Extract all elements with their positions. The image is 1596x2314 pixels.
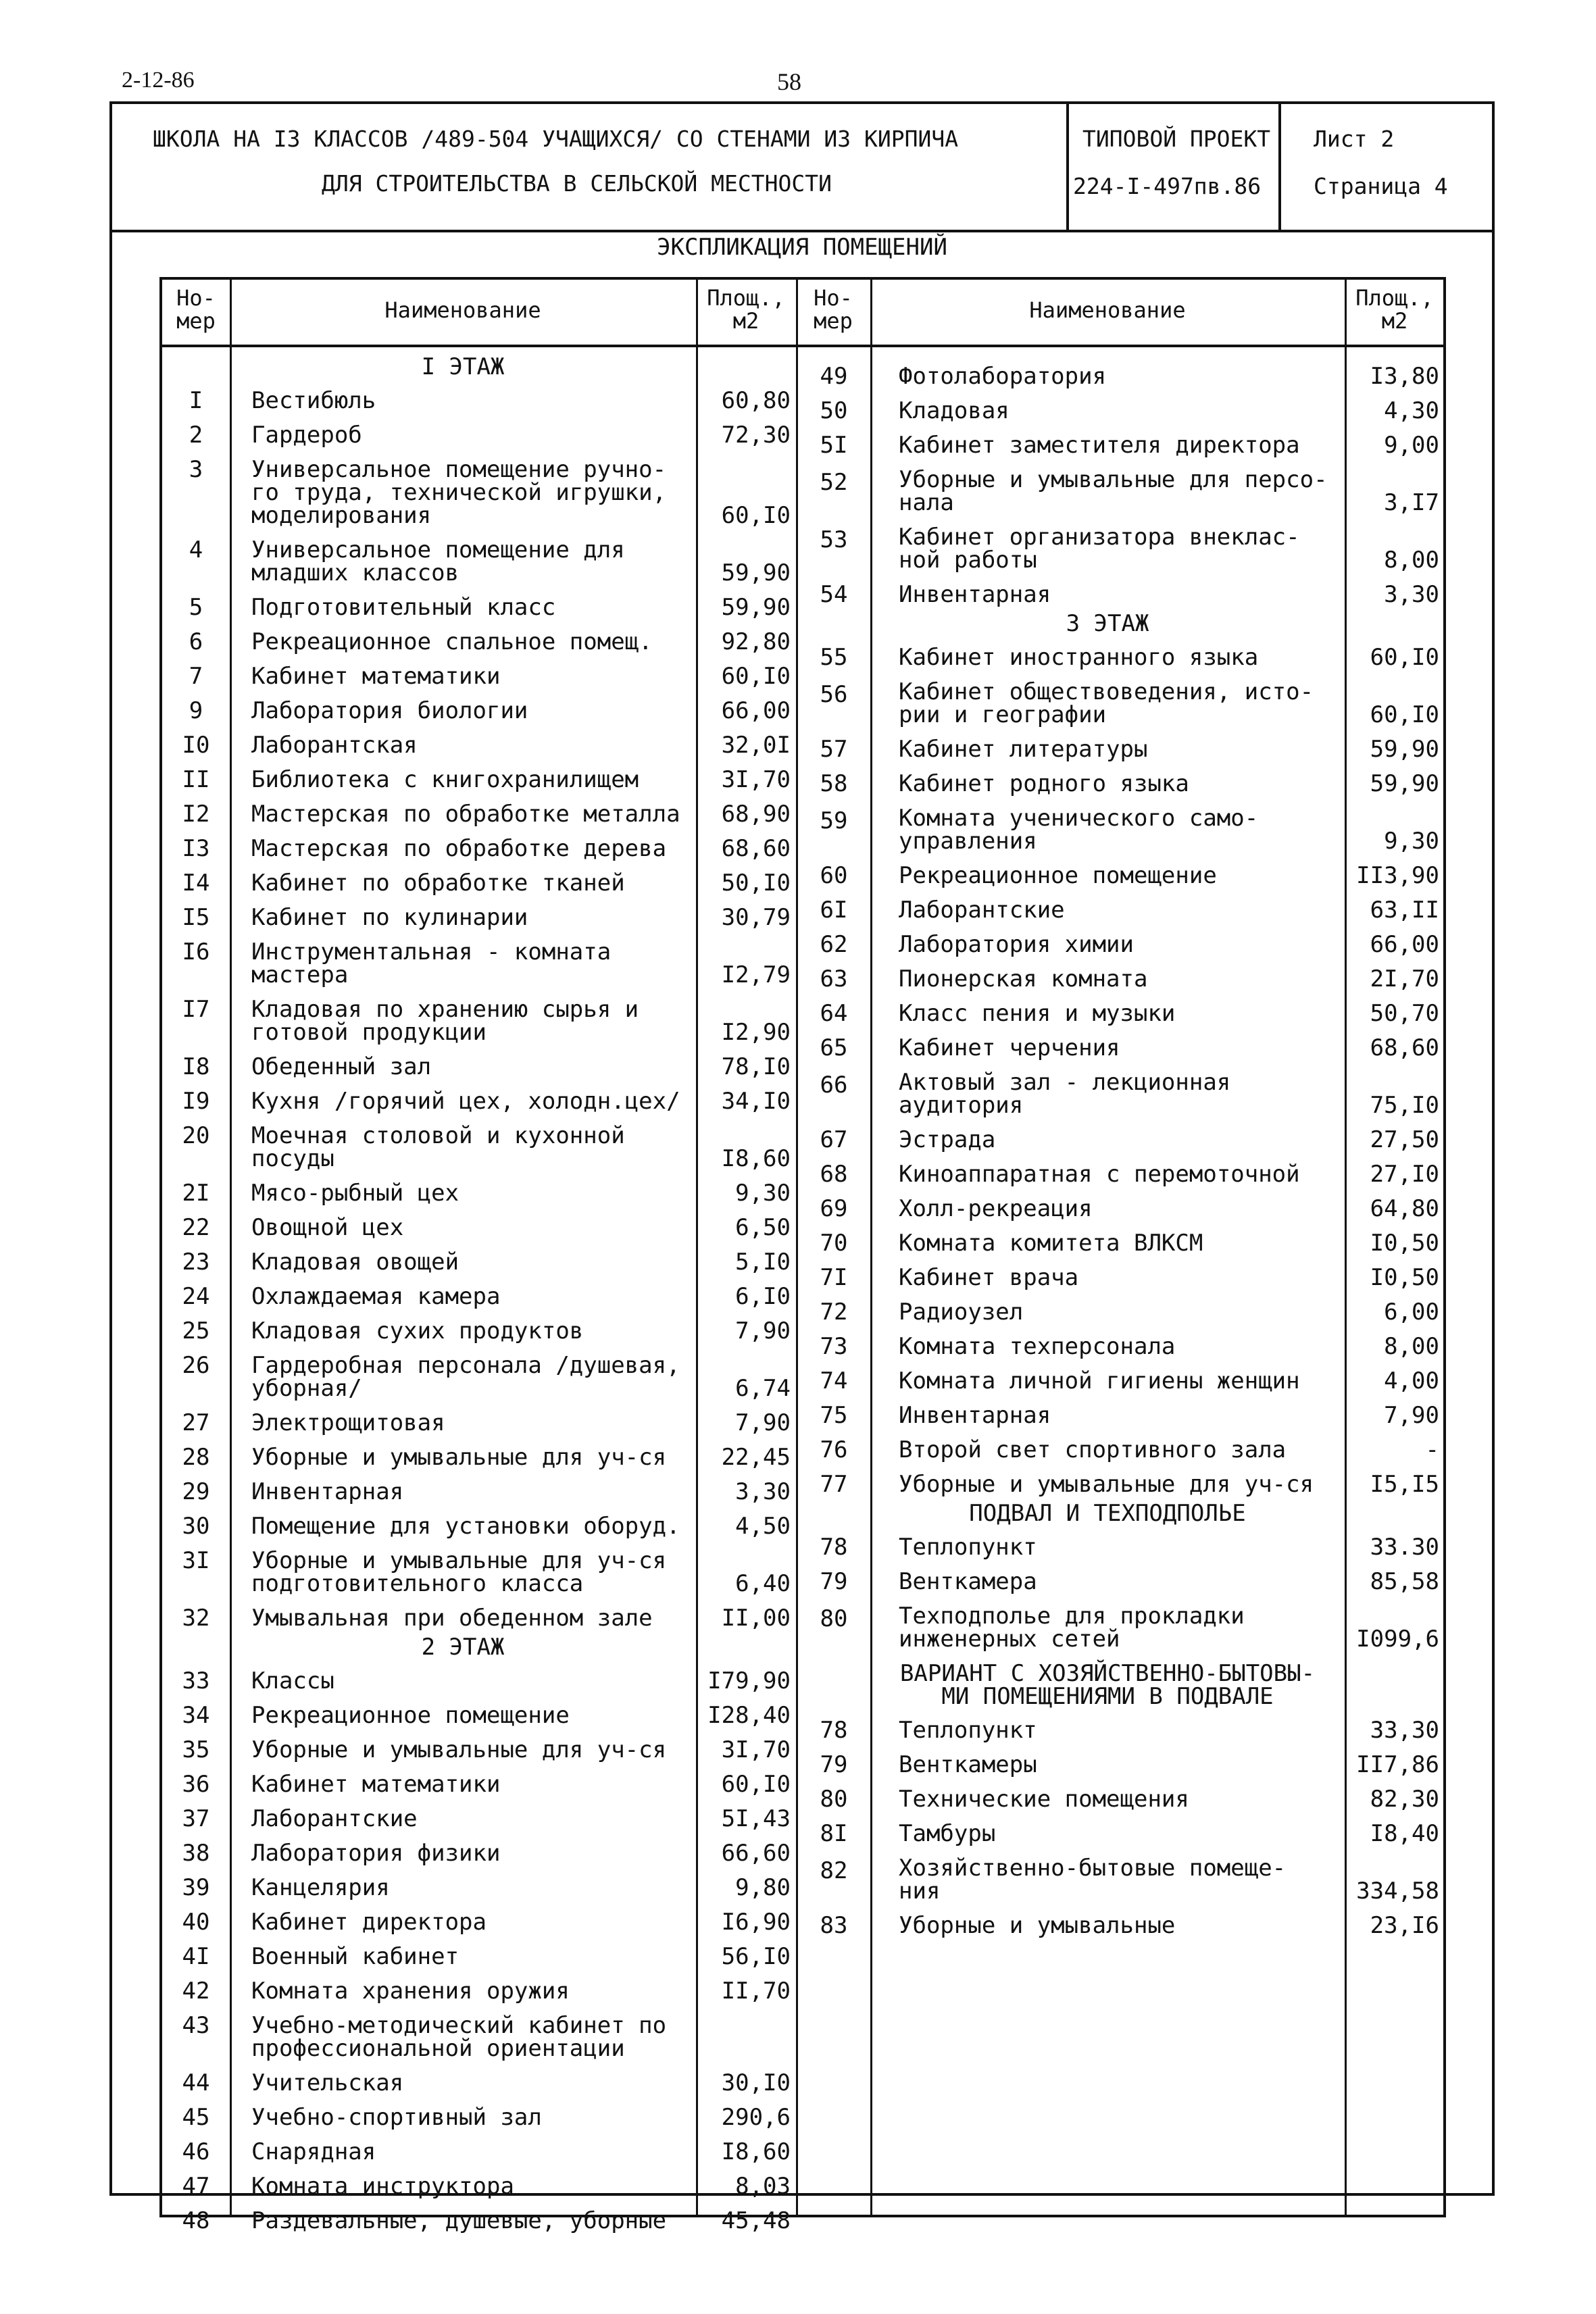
room-name: Уборные и умывальные для уч-ся подготовительного класса — [251, 1547, 667, 1597]
room-name: Вестибюль — [251, 387, 376, 414]
room-name: Кабинет математики — [251, 1771, 501, 1798]
room-name: Венткамеры — [899, 1751, 1037, 1778]
room-area: I79,90 — [707, 1667, 791, 1694]
room-name: Теплопункт — [899, 1534, 1037, 1561]
room-number: 70 — [820, 1230, 848, 1257]
room-area: I0,50 — [1370, 1230, 1439, 1257]
room-area: 50,70 — [1370, 1000, 1439, 1027]
room-name: Лаборатория биологии — [251, 697, 528, 724]
room-area: 66,60 — [721, 1840, 791, 1867]
title-line-2: ДЛЯ СТРОИТЕЛЬСТВА В СЕЛЬСКОЙ МЕСТНОСТИ — [322, 170, 832, 197]
room-area: 23,I6 — [1370, 1912, 1439, 1939]
room-name: Снарядная — [251, 2138, 376, 2165]
column-divider — [870, 277, 872, 2217]
room-name: Рекреационное спальное помещ. — [251, 628, 653, 655]
room-area: I099,6 — [1356, 1626, 1439, 1653]
room-area: 6,50 — [735, 1214, 791, 1241]
room-area: 22,45 — [721, 1444, 791, 1471]
room-number: 56 — [820, 681, 848, 708]
room-number: 54 — [820, 581, 848, 608]
room-name: Кухня /горячий цех, холодн.цех/ — [251, 1088, 680, 1115]
room-number: 4I — [182, 1943, 210, 1970]
room-area: 5,I0 — [735, 1249, 791, 1276]
room-number: II — [182, 766, 210, 793]
room-number: 4 — [189, 536, 203, 563]
room-number: 6I — [820, 897, 848, 924]
room-area: 6,40 — [735, 1570, 791, 1597]
room-area: 7,90 — [735, 1317, 791, 1344]
room-area: I8,40 — [1370, 1820, 1439, 1847]
room-area: 3,I7 — [1384, 489, 1439, 516]
room-number: 55 — [820, 644, 848, 671]
room-area: 8,00 — [1384, 1333, 1439, 1360]
room-name: Инвентарная — [899, 581, 1051, 608]
room-name: Мясо-рыбный цех — [251, 1180, 459, 1207]
room-number: 82 — [820, 1857, 848, 1884]
room-name: Универсальное помещение для младших классов — [251, 536, 625, 586]
room-area: II,00 — [721, 1605, 791, 1632]
room-number: 83 — [820, 1912, 848, 1939]
room-number: I3 — [182, 835, 210, 862]
room-area: 6,74 — [735, 1375, 791, 1402]
room-number: I7 — [182, 996, 210, 1023]
room-area: 72,30 — [721, 422, 791, 449]
room-number: 80 — [820, 1786, 848, 1813]
room-name: Второй свет спортивного зала — [899, 1436, 1287, 1463]
room-area: 68,60 — [1370, 1034, 1439, 1061]
room-area: 27,I0 — [1370, 1161, 1439, 1188]
floor-title: ВАРИАНТ С ХОЗЯЙСТВЕННО-БЫТОВЫ- МИ ПОМЕЩЕНИЯМИ В ПОДВАЛЕ — [899, 1660, 1316, 1710]
room-name: Технические помещения — [899, 1786, 1189, 1813]
room-area: 9,80 — [735, 1874, 791, 1901]
room-number: 5I — [820, 432, 848, 459]
room-number: 50 — [820, 397, 848, 424]
room-name: Кабинет черчения — [899, 1034, 1120, 1061]
room-number: 20 — [182, 1122, 210, 1149]
room-area: 3I,70 — [721, 766, 791, 793]
room-number: 64 — [820, 1000, 848, 1027]
room-number: 27 — [182, 1409, 210, 1436]
room-area: I2,79 — [721, 961, 791, 988]
header-name: Наименование — [384, 297, 541, 323]
room-area: 60,I0 — [721, 502, 791, 529]
room-number: 44 — [182, 2069, 210, 2096]
room-name: Библиотека с книгохранилищем — [251, 766, 639, 793]
room-name: Военный кабинет — [251, 1943, 459, 1970]
room-number: 2 — [189, 422, 203, 449]
room-name: Гардероб — [251, 422, 362, 449]
room-number: 75 — [820, 1402, 848, 1429]
room-name: Инвентарная — [251, 1478, 404, 1505]
room-area: 64,80 — [1370, 1195, 1439, 1222]
room-number: 36 — [182, 1771, 210, 1798]
room-number: I5 — [182, 904, 210, 931]
room-area: II3,90 — [1356, 862, 1439, 889]
room-number: 25 — [182, 1317, 210, 1344]
room-number: 35 — [182, 1736, 210, 1763]
room-name: Лаборантская — [251, 732, 418, 759]
room-name: Рекреационное помещение — [251, 1702, 570, 1729]
room-area: 9,30 — [1384, 828, 1439, 855]
room-number: 79 — [820, 1568, 848, 1595]
room-number: 66 — [820, 1072, 848, 1099]
room-area: 59,90 — [1370, 770, 1439, 797]
room-area: 60,I0 — [721, 1771, 791, 1798]
room-name: Учебно-методический кабинет по профессиональной ориентации — [251, 2012, 667, 2062]
room-area: 4,50 — [735, 1513, 791, 1540]
title-block — [109, 101, 1495, 232]
room-area: 4,00 — [1384, 1367, 1439, 1394]
room-name: Моечная столовой и кухонной посуды — [251, 1122, 625, 1172]
room-name: Венткамера — [899, 1568, 1037, 1595]
room-name: Кабинет по кулинарии — [251, 904, 528, 931]
room-area: 60,I0 — [1370, 644, 1439, 671]
room-number: 59 — [820, 807, 848, 834]
room-name: Уборные и умывальные для персо- нала — [899, 466, 1328, 516]
header-number: Но- мер — [176, 285, 216, 334]
room-area: 290,6 — [721, 2104, 791, 2131]
room-area: 68,60 — [721, 835, 791, 862]
room-name: Кабинет литературы — [899, 736, 1148, 763]
room-number: 57 — [820, 736, 848, 763]
room-number: 63 — [820, 965, 848, 992]
room-name: Электрощитовая — [251, 1409, 445, 1436]
room-area: 59,90 — [721, 559, 791, 586]
room-area: II,70 — [721, 1978, 791, 2005]
room-number: 49 — [820, 363, 848, 390]
room-number: 22 — [182, 1214, 210, 1241]
room-name: Кабинет по обработке тканей — [251, 870, 625, 897]
room-name: Уборные и умывальные — [899, 1912, 1176, 1939]
room-area: 8,00 — [1384, 547, 1439, 574]
room-number: 28 — [182, 1444, 210, 1471]
room-number: I8 — [182, 1053, 210, 1080]
room-number: 7 — [189, 663, 203, 690]
room-area: 92,80 — [721, 628, 791, 655]
room-area: 33.30 — [1370, 1534, 1439, 1561]
room-area: 32,0I — [721, 732, 791, 759]
room-number: 52 — [820, 469, 848, 496]
room-name: Комната техперсонала — [899, 1333, 1176, 1360]
room-name: Лаборатория физики — [251, 1840, 501, 1867]
room-area: 59,90 — [1370, 736, 1439, 763]
room-number: 3 — [189, 456, 203, 483]
room-number: 58 — [820, 770, 848, 797]
room-number: I — [189, 387, 203, 414]
room-area: 50,I0 — [721, 870, 791, 897]
title-line-1: ШКОЛА НА I3 КЛАССОВ /489-504 УЧАЩИХСЯ/ СО СТЕНАМИ ИЗ КИРПИЧА — [153, 126, 959, 152]
room-number: 78 — [820, 1717, 848, 1744]
room-number: 43 — [182, 2012, 210, 2039]
room-area: 7,90 — [1384, 1402, 1439, 1429]
room-number: 72 — [820, 1299, 848, 1326]
room-number: 6 — [189, 628, 203, 655]
room-name: Кабинет заместителя директора — [899, 432, 1300, 459]
room-area: 30,I0 — [721, 2069, 791, 2096]
room-name: Гардеробная персонала /душевая, уборная/ — [251, 1352, 680, 1402]
room-number: 30 — [182, 1513, 210, 1540]
room-area: 27,50 — [1370, 1126, 1439, 1153]
room-name: Фотолаборатория — [899, 363, 1107, 390]
room-name: Лаборантские — [251, 1805, 418, 1832]
room-name: Лаборатория химии — [899, 931, 1134, 958]
room-number: 5 — [189, 594, 203, 621]
room-number: 42 — [182, 1978, 210, 2005]
room-name: Инвентарная — [899, 1402, 1051, 1429]
room-name: Кладовая овощей — [251, 1249, 459, 1276]
room-area: 60,I0 — [721, 663, 791, 690]
floor-title: ПОДВАЛ И ТЕХПОДПОЛЬЕ — [969, 1500, 1246, 1527]
room-name: Обеденный зал — [251, 1053, 432, 1080]
room-area: 6,I0 — [735, 1283, 791, 1310]
room-area: 5I,43 — [721, 1805, 791, 1832]
room-number: 53 — [820, 526, 848, 553]
project-number: 224-I-497пв.86 — [1073, 173, 1262, 199]
room-number: 34 — [182, 1702, 210, 1729]
room-name: Кабинет родного языка — [899, 770, 1189, 797]
room-name: Комната личной гигиены женщин — [899, 1367, 1300, 1394]
room-name: Кабинет иностранного языка — [899, 644, 1259, 671]
room-name: Умывальная при обеденном зале — [251, 1605, 653, 1632]
room-area: 33,30 — [1370, 1717, 1439, 1744]
room-name: Холл-рекреация — [899, 1195, 1093, 1222]
room-area: 66,00 — [1370, 931, 1439, 958]
room-name: Кабинет врача — [899, 1264, 1079, 1291]
room-area: I6,90 — [721, 1909, 791, 1936]
room-number: I0 — [182, 732, 210, 759]
room-area: I3,80 — [1370, 363, 1439, 390]
room-area: 75,I0 — [1370, 1092, 1439, 1119]
room-area: 59,90 — [721, 594, 791, 621]
room-number: I6 — [182, 938, 210, 965]
room-name: Универсальное помещение ручно- го труда, технической игрушки, моделирования — [251, 456, 667, 529]
room-number: 67 — [820, 1126, 848, 1153]
page-number: 58 — [777, 68, 801, 95]
room-area: I0,50 — [1370, 1264, 1439, 1291]
room-name: Класс пения и музыки — [899, 1000, 1176, 1027]
room-name: Уборные и умывальные для уч-ся — [251, 1736, 667, 1763]
room-name: Учебно-спортивный зал — [251, 2104, 542, 2131]
room-name: Овощной цех — [251, 1214, 404, 1241]
room-area: I5,I5 — [1370, 1471, 1439, 1498]
room-name: Кабинет обществоведения, исто- рии и географии — [899, 678, 1314, 728]
room-area: 3I,70 — [721, 1736, 791, 1763]
room-number: 69 — [820, 1195, 848, 1222]
room-number: 46 — [182, 2138, 210, 2165]
room-number: 7I — [820, 1264, 848, 1291]
room-area: 56,I0 — [721, 1943, 791, 1970]
room-area: 334,58 — [1356, 1878, 1439, 1905]
room-area: 78,I0 — [721, 1053, 791, 1080]
floor-title: 2 ЭТАЖ — [421, 1634, 505, 1661]
room-name: Техподполье для прокладки инженерных сетей — [899, 1603, 1245, 1653]
header-name: Наименование — [1029, 297, 1186, 323]
room-area: I8,60 — [721, 1145, 791, 1172]
room-number: 80 — [820, 1605, 848, 1632]
room-name: Хозяйственно-бытовые помеще- ния — [899, 1855, 1287, 1905]
room-number: 2I — [182, 1180, 210, 1207]
room-area: 60,80 — [721, 387, 791, 414]
room-name: Радиоузел — [899, 1299, 1024, 1326]
room-number: I9 — [182, 1088, 210, 1115]
room-number: 24 — [182, 1283, 210, 1310]
room-area: 3,30 — [735, 1478, 791, 1505]
room-area: I28,40 — [707, 1702, 791, 1729]
room-name: Актовый зал - лекционная аудитория — [899, 1069, 1231, 1119]
room-name: Подготовительный класс — [251, 594, 556, 621]
room-name: Уборные и умывальные для уч-ся — [251, 1444, 667, 1471]
room-name: Эстрада — [899, 1126, 996, 1153]
room-area: 7,90 — [735, 1409, 791, 1436]
room-number: 38 — [182, 1840, 210, 1867]
table-header-divider — [159, 345, 1446, 347]
room-name: Кабинет организатора внеклас- ной работы — [899, 524, 1300, 574]
room-name: Кабинет математики — [251, 663, 501, 690]
room-name: Охлаждаемая камера — [251, 1283, 501, 1310]
room-area: 85,58 — [1370, 1568, 1439, 1595]
page-label: Страница 4 — [1314, 173, 1448, 199]
header-area: Площ., м2 — [1355, 285, 1434, 334]
room-number: 8I — [820, 1820, 848, 1847]
room-name: Кладовая — [899, 397, 1009, 424]
room-number: 48 — [182, 2207, 210, 2234]
room-name: Лаборантские — [899, 897, 1065, 924]
room-area: 60,I0 — [1370, 701, 1439, 728]
room-name: Раздевальные, душевые, уборные — [251, 2207, 667, 2234]
room-area: 2I,70 — [1370, 965, 1439, 992]
room-name: Киноаппаратная с перемоточной — [899, 1161, 1300, 1188]
room-number: 73 — [820, 1333, 848, 1360]
room-number: I2 — [182, 801, 210, 828]
room-number: 23 — [182, 1249, 210, 1276]
room-area: - — [1425, 1436, 1439, 1463]
room-number: 77 — [820, 1471, 848, 1498]
room-number: I4 — [182, 870, 210, 897]
room-name: Рекреационное помещение — [899, 862, 1217, 889]
room-number: 68 — [820, 1161, 848, 1188]
room-number: 76 — [820, 1436, 848, 1463]
room-name: Мастерская по обработке дерева — [251, 835, 667, 862]
project-label: ТИПОВОЙ ПРОЕКТ — [1082, 126, 1271, 152]
room-name: Инструментальная - комната мастера — [251, 938, 612, 988]
room-number: 74 — [820, 1367, 848, 1394]
room-area: II7,86 — [1356, 1751, 1439, 1778]
room-number: 47 — [182, 2173, 210, 2200]
room-number: 33 — [182, 1667, 210, 1694]
column-divider — [230, 277, 232, 2217]
room-area: 68,90 — [721, 801, 791, 828]
room-name: Пионерская комната — [899, 965, 1148, 992]
room-number: 40 — [182, 1909, 210, 1936]
room-area: 3,30 — [1384, 581, 1439, 608]
room-number: 32 — [182, 1605, 210, 1632]
room-number: 45 — [182, 2104, 210, 2131]
room-area: 45,48 — [721, 2207, 791, 2234]
room-number: 65 — [820, 1034, 848, 1061]
room-area: 8,03 — [735, 2173, 791, 2200]
room-name: Помещение для установки оборуд. — [251, 1513, 680, 1540]
room-number: 26 — [182, 1352, 210, 1379]
room-number: 79 — [820, 1751, 848, 1778]
room-number: 78 — [820, 1534, 848, 1561]
room-name: Тамбуры — [899, 1820, 996, 1847]
room-name: Уборные и умывальные для уч-ся — [899, 1471, 1314, 1498]
floor-title: 3 ЭТАЖ — [1066, 610, 1149, 637]
room-area: 66,00 — [721, 697, 791, 724]
room-name: Комната ученического само- управления — [899, 805, 1259, 855]
room-number: 62 — [820, 931, 848, 958]
room-name: Комната хранения оружия — [251, 1978, 570, 2005]
title-divider — [1066, 101, 1069, 230]
room-area: 6,00 — [1384, 1299, 1439, 1326]
room-area: 4,30 — [1384, 397, 1439, 424]
room-name: Комната комитета ВЛКСМ — [899, 1230, 1203, 1257]
room-name: Учительская — [251, 2069, 404, 2096]
room-number: 39 — [182, 1874, 210, 1901]
room-area: I8,60 — [721, 2138, 791, 2165]
title-divider — [1278, 101, 1281, 230]
room-name: Теплопункт — [899, 1717, 1037, 1744]
room-number: 9 — [189, 697, 203, 724]
floor-title: I ЭТАЖ — [421, 353, 505, 380]
room-area: 9,30 — [735, 1180, 791, 1207]
sheet-label: Лист 2 — [1314, 126, 1395, 152]
room-name: Классы — [251, 1667, 334, 1694]
room-area: 30,79 — [721, 904, 791, 931]
room-name: Канцелярия — [251, 1874, 390, 1901]
room-area: 82,30 — [1370, 1786, 1439, 1813]
room-name: Мастерская по обработке металла — [251, 801, 680, 828]
header-number: Но- мер — [814, 285, 853, 334]
room-name: Кладовая по хранению сырья и готовой продукции — [251, 996, 639, 1046]
header-area: Площ., м2 — [707, 285, 785, 334]
room-area: 34,I0 — [721, 1088, 791, 1115]
room-number: 3I — [182, 1547, 210, 1574]
room-number: 29 — [182, 1478, 210, 1505]
room-area: I2,90 — [721, 1019, 791, 1046]
room-name: Кладовая сухих продуктов — [251, 1317, 584, 1344]
room-area: 63,II — [1370, 897, 1439, 924]
room-name: Комната инструктора — [251, 2173, 514, 2200]
document-code: 2-12-86 — [122, 68, 195, 93]
room-number: 60 — [820, 862, 848, 889]
room-area: 9,00 — [1384, 432, 1439, 459]
table-caption: ЭКСПЛИКАЦИЯ ПОМЕЩЕНИЙ — [657, 234, 947, 261]
room-number: 37 — [182, 1805, 210, 1832]
room-name: Кабинет директора — [251, 1909, 487, 1936]
